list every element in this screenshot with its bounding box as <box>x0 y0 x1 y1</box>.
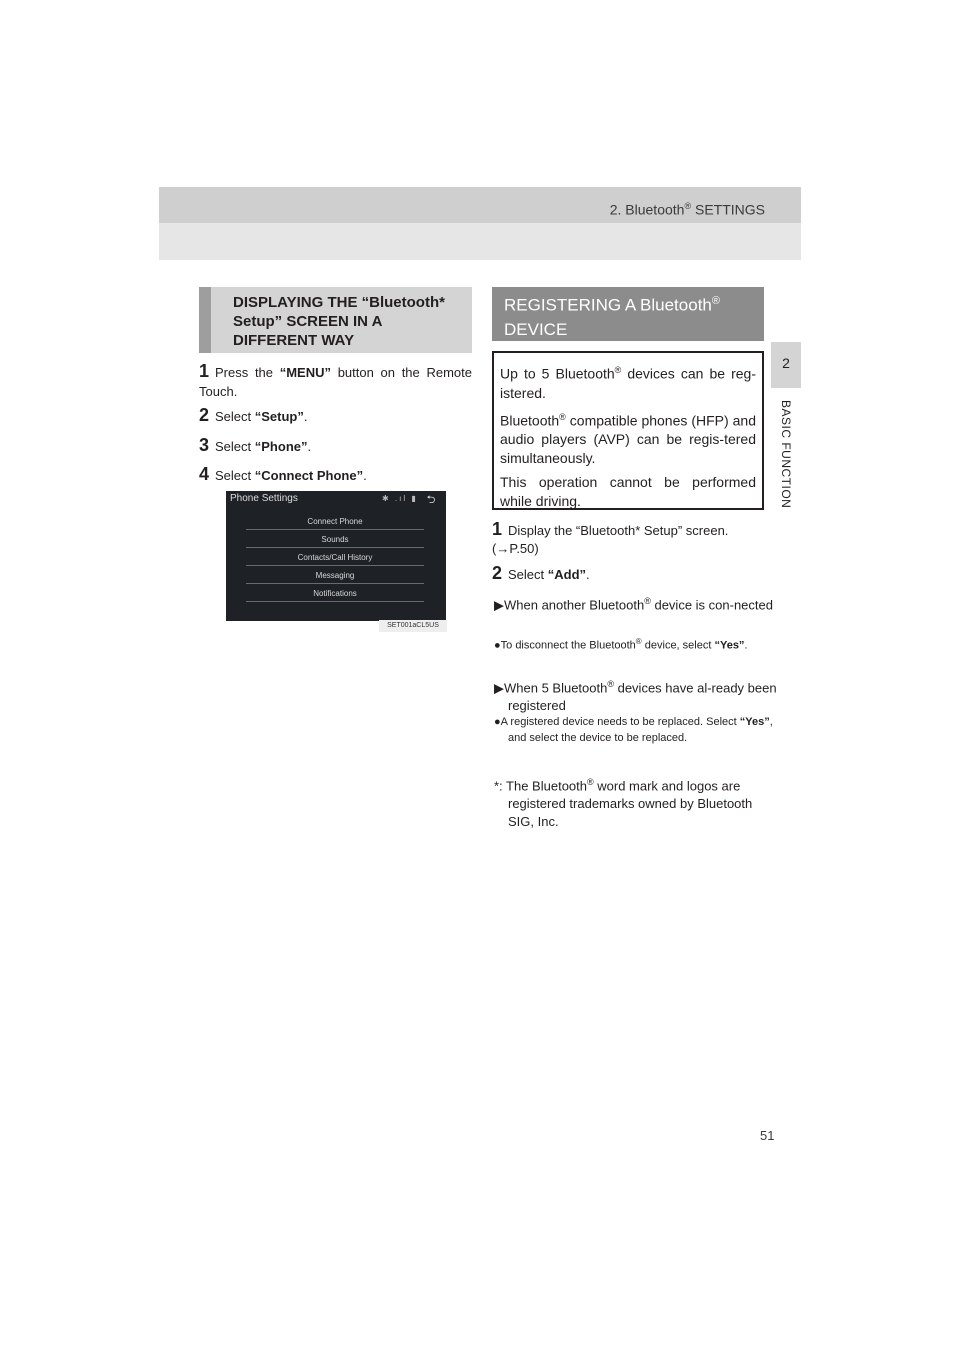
section-heading-left: DISPLAYING THE “Bluetooth* Setup” SCREEN IN A DIFFERENT WAY <box>199 287 472 353</box>
screen-item-notifications: Notifications <box>246 587 424 602</box>
screen-item-messaging: Messaging <box>246 569 424 584</box>
screen-item-sounds: Sounds <box>246 533 424 548</box>
step-3: 3 Select “Phone”. <box>199 435 312 455</box>
status-icons: ✱ .ıl ▮ <box>382 494 418 503</box>
right-step-2: 2 Select “Add”. <box>492 563 590 583</box>
screen-item-contacts: Contacts/Call History <box>246 551 424 566</box>
section-heading-right: REGISTERING A Bluetooth® DEVICE <box>492 287 764 341</box>
header-title: 2. Bluetooth® SETTINGS <box>609 201 765 218</box>
step-4: 4 Select “Connect Phone”. <box>199 464 367 484</box>
chapter-tab <box>771 342 801 388</box>
screen-title: Phone Settings <box>230 493 298 504</box>
step-2: 2 Select “Setup”. <box>199 405 308 425</box>
step-1: 1 Press the “MENU” button on the Remote Touch. <box>199 361 472 399</box>
phone-settings-screenshot <box>226 491 446 621</box>
chapter-label: BASIC FUNCTION <box>779 400 793 509</box>
image-code: SET001aCL5US <box>379 620 447 632</box>
case-full: ▶When 5 Bluetooth® devices have al-ready been registered <box>494 679 777 714</box>
bullet-disconnect: ●To disconnect the Bluetooth® device, select “Yes”. <box>494 637 748 652</box>
chapter-number: 2 <box>782 355 790 371</box>
page-header <box>159 187 801 223</box>
page-number: 51 <box>760 1128 775 1143</box>
case-connected: ▶When another Bluetooth® device is con-nected <box>494 596 773 613</box>
back-icon: ⮌ <box>426 494 436 506</box>
info-box: Up to 5 Bluetooth® devices can be reg-istered. Bluetooth® compatible phones (HFP) and audio players (AVP) can be regis-tered simultaneously. This operation cannot be performed while driving. <box>492 351 764 510</box>
footnote: *: The Bluetooth® word mark and logos are registered trademarks owned by Bluetooth SIG, Inc. <box>494 777 753 830</box>
header-band <box>159 223 801 260</box>
bullet-replace: ●A registered device needs to be replaced. Select “Yes”, and select the device to be replaced. <box>494 716 773 744</box>
right-step-1: 1 Display the “Bluetooth* Setup” screen. (→P.50) <box>492 519 729 556</box>
screen-item-connect-phone: Connect Phone <box>246 515 424 530</box>
